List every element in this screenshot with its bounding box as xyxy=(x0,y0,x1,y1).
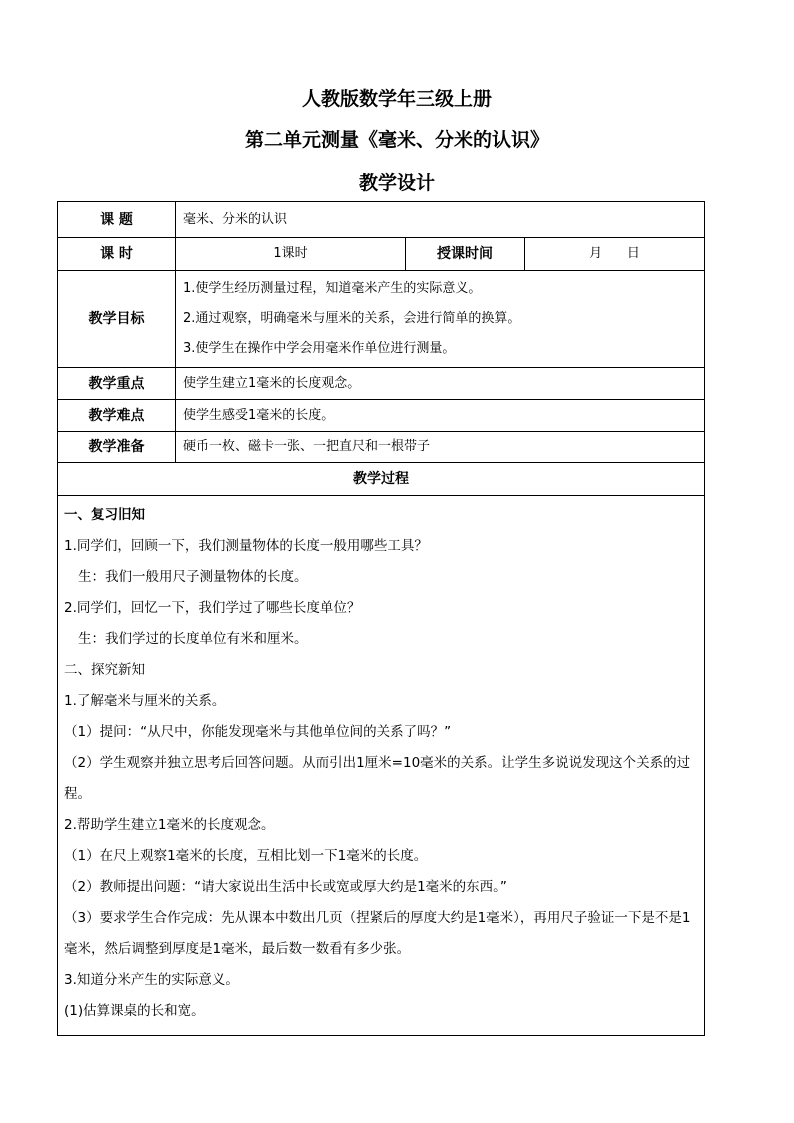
process-line: 生：我们学过的长度单位有米和厘米。 xyxy=(78,631,308,647)
goal-item-1: 1.使学生经历测量过程，知道毫米产生的实际意义。 xyxy=(183,281,482,296)
section-review: 一、复习旧知 xyxy=(64,507,145,523)
lesson-plan-table xyxy=(57,201,705,1036)
process-content xyxy=(58,496,705,1036)
row-topic xyxy=(58,202,705,238)
prep-label: 教学准备 xyxy=(58,432,176,463)
process-header: 教学过程 xyxy=(58,463,705,496)
process-line: 生：我们一般用尺子测量物体的长度。 xyxy=(78,569,308,585)
process-line: （1）在尺上观察1毫米的长度，互相比划一下1毫米的长度。 xyxy=(64,848,428,864)
process-line: （2）学生观察并独立思考后回答问题。从而引出1厘米=10毫米的关系。让学生多说说发现这个关系的过程。 xyxy=(64,755,691,802)
period-value: 1课时 xyxy=(176,238,406,271)
time-label: 授课时间 xyxy=(406,238,525,271)
row-process xyxy=(58,496,705,1036)
section-explore: 二、探究新知 xyxy=(64,662,145,678)
goals-list xyxy=(176,271,705,368)
process-line: （3）要求学生合作完成：先从课本中数出几页（捏紧后的厚度大约是1毫米），再用尺子验证一下是不是1毫米，然后调整到厚度是1毫米，最后数一数看有多少张。 xyxy=(64,910,691,957)
period-label: 课 时 xyxy=(58,238,176,271)
focus-value: 使学生建立1毫米的长度观念。 xyxy=(176,368,705,400)
process-line: 3.知道分米产生的实际意义。 xyxy=(64,972,239,988)
goal-item-2: 2.通过观察，明确毫米与厘米的关系，会进行简单的换算。 xyxy=(183,311,521,326)
row-period xyxy=(58,238,705,271)
row-prep xyxy=(58,432,705,463)
process-line: （1）提问：“从尺中，你能发现毫米与其他单位间的关系了吗？” xyxy=(64,724,452,740)
document-heading: 教学设计 xyxy=(358,172,435,194)
process-line: (1)估算课桌的长和宽。 xyxy=(64,1003,205,1019)
goal-item-3: 3.使学生在操作中学会用毫米作单位进行测量。 xyxy=(183,341,456,356)
topic-value: 毫米、分米的认识 xyxy=(176,202,705,238)
goals-label: 教学目标 xyxy=(58,271,176,368)
focus-label: 教学重点 xyxy=(58,368,176,400)
topic-label: 课 题 xyxy=(58,202,176,238)
row-goals xyxy=(58,271,705,368)
difficulty-label: 教学难点 xyxy=(58,400,176,432)
time-value: 月 日 xyxy=(525,238,705,271)
process-line: 1.了解毫米与厘米的关系。 xyxy=(64,693,226,709)
process-line: （2）教师提出问题：“请大家说出生活中长或宽或厚大约是1毫米的东西。” xyxy=(64,879,507,895)
row-process-header xyxy=(58,463,705,496)
row-difficulty xyxy=(58,400,705,432)
prep-value: 硬币一枚、磁卡一张、一把直尺和一根带子 xyxy=(176,432,705,463)
document-subtitle: 第二单元测量《毫米、分米的认识》 xyxy=(244,129,549,151)
process-line: 2.同学们，回忆一下，我们学过了哪些长度单位？ xyxy=(64,600,361,616)
process-line: 2.帮助学生建立1毫米的长度观念。 xyxy=(64,817,275,833)
document-title: 人教版数学年三级上册 xyxy=(301,88,492,110)
row-focus xyxy=(58,368,705,400)
process-line: 1.同学们，回顾一下，我们测量物体的长度一般用哪些工具？ xyxy=(64,538,428,554)
difficulty-value: 使学生感受1毫米的长度。 xyxy=(176,400,705,432)
